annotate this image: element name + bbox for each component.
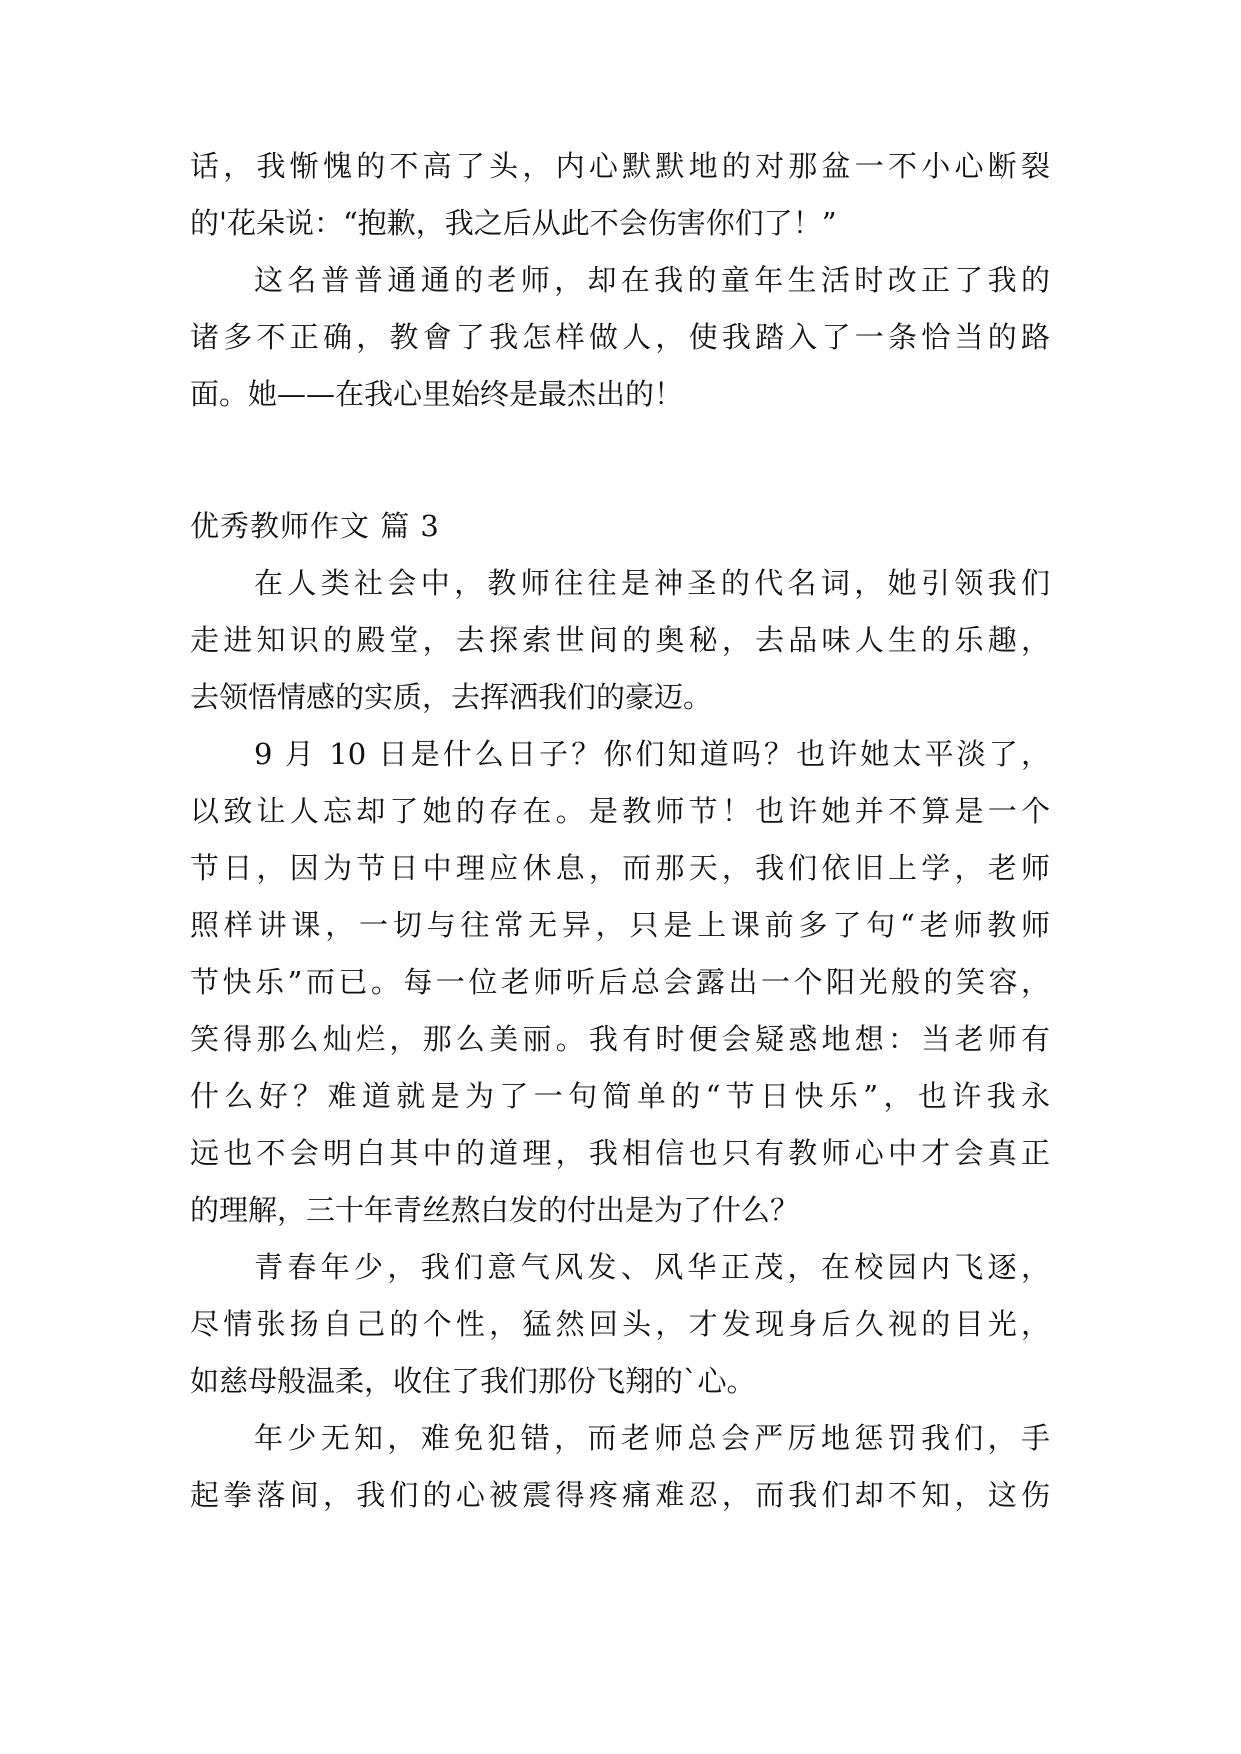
text-line: 话，我惭愧的不高了头，内心默默地的对那盆一不小心断裂: [190, 149, 1050, 183]
text-line: 远也不会明白其中的道理，我相信也只有教师心中才会真正: [190, 1136, 1050, 1170]
text-line: 的'花朵说：“抱歉，我之后从此不会伤害你们了！”: [190, 206, 837, 240]
text-line: 走进知识的殿堂，去探索世间的奥秘，去品味人生的乐趣，: [190, 623, 1050, 657]
text-line: 的理解，三十年青丝熬白发的付出是为了什么？: [190, 1193, 800, 1227]
text-line: 以致让人忘却了她的存在。是教师节！也许她并不算是一个: [190, 794, 1050, 828]
text-line: 去领悟情感的实质，去挥洒我们的豪迈。: [190, 680, 713, 714]
text-line: 尽情张扬自己的个性，猛然回头，才发现身后久视的目光，: [190, 1307, 1050, 1341]
text-line: 这名普普通通的老师，却在我的童年生活时改正了我的: [254, 263, 1050, 297]
text-line: 诸多不正确，教會了我怎样做人，使我踏入了一条恰当的路: [190, 320, 1050, 354]
text-line: 起拳落间，我们的心被震得疼痛难忍，而我们却不知，这伤: [190, 1478, 1050, 1512]
text-line: 节日，因为节日中理应休息，而那天，我们依旧上学，老师: [190, 851, 1050, 885]
text-line: 9 月 10 日是什么日子？你们知道吗？也许她太平淡了，: [254, 737, 1050, 771]
text-line: 什么好？难道就是为了一句简单的“节日快乐”，也许我永: [190, 1079, 1050, 1113]
text-line: 面。她——在我心里始终是最杰出的！: [190, 377, 684, 411]
section-heading: 优秀教师作文 篇 3: [190, 509, 440, 543]
text-line: 笑得那么灿烂，那么美丽。我有时便会疑惑地想：当老师有: [190, 1022, 1050, 1056]
text-line: 青春年少，我们意气风发、风华正茂，在校园内飞逐，: [254, 1250, 1050, 1284]
text-line: 节快乐”而已。每一位老师听后总会露出一个阳光般的笑容，: [190, 965, 1050, 999]
text-line: 如慈母般温柔，收住了我们那份飞翔的`心。: [190, 1364, 756, 1398]
text-line: 年少无知，难免犯错，而老师总会严厉地惩罚我们，手: [254, 1421, 1050, 1455]
text-line: 在人类社会中，教师往往是神圣的代名词，她引领我们: [254, 566, 1050, 600]
text-line: 照样讲课，一切与往常无异，只是上课前多了句“老师教师: [190, 908, 1050, 942]
